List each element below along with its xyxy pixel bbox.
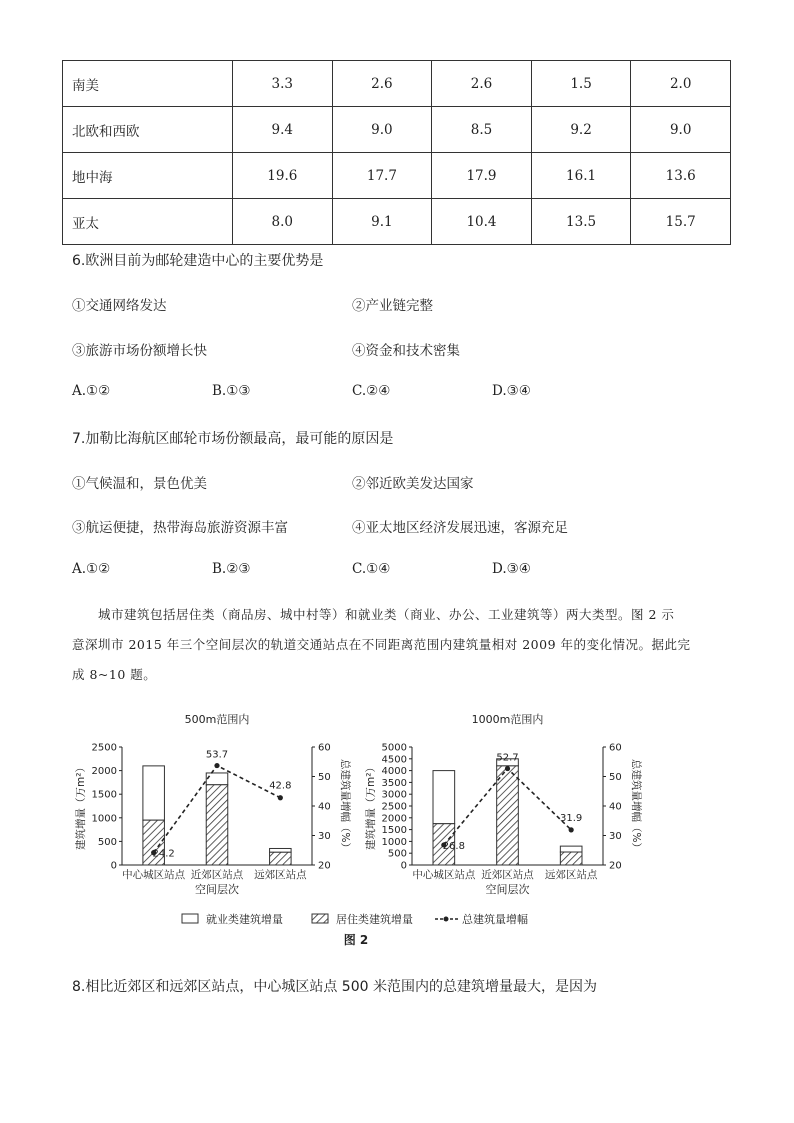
- value-cell: 3.3: [233, 61, 333, 107]
- employment-bar: [433, 771, 455, 824]
- y-tick-label: 1000: [381, 836, 407, 848]
- q7-item-3: ③航运便捷，热带海岛旅游资源丰富: [72, 520, 288, 536]
- total-growth-label: 42.8: [269, 780, 292, 792]
- residential-bar: [497, 766, 519, 865]
- x-tick-label: 中心城区站点: [122, 869, 186, 881]
- value-cell: 2.6: [432, 61, 532, 107]
- figure-caption: 图 2: [343, 933, 369, 947]
- total-growth-point: [569, 827, 574, 832]
- chart-title: 1000m范围内: [471, 713, 544, 726]
- value-cell: 13.6: [631, 153, 731, 199]
- q7-item-2: ②邻近欧美发达国家: [352, 476, 474, 492]
- question-7-stem: 7.加勒比海航区邮轮市场份额最高，最可能的原因是: [72, 431, 394, 447]
- total-growth-label: 24.2: [152, 848, 175, 860]
- x-tick-label: 远郊区站点: [254, 869, 307, 881]
- residential-bar: [270, 852, 292, 865]
- y-right-axis-title: 总建筑量增幅（%）: [630, 759, 642, 853]
- legend: [182, 912, 528, 926]
- question-6-stem: 6.欧洲目前为邮轮建造中心的主要优势是: [72, 253, 324, 269]
- x-tick-label: 近郊区站点: [190, 869, 244, 881]
- q6-choice-b: B.①③: [212, 383, 251, 399]
- y-tick-label: 4500: [381, 754, 407, 766]
- total-growth-label: 53.7: [205, 749, 229, 761]
- chart-title: 500m范围内: [184, 713, 250, 726]
- y-tick-label: 500: [387, 848, 407, 860]
- x-tick-label: 近郊区站点: [481, 869, 534, 881]
- value-cell: 17.9: [432, 153, 532, 199]
- q6-item-1: ①交通网络发达: [72, 298, 167, 314]
- y-right-tick-label: 40: [318, 801, 331, 813]
- y-tick-label: 3500: [381, 777, 407, 789]
- figure-2: [60, 705, 640, 950]
- employment-bar: [270, 848, 292, 852]
- y-right-tick-label: 30: [318, 831, 331, 842]
- passage: [72, 600, 722, 690]
- q7-choice-c: C.①④: [352, 561, 391, 577]
- y-tick-label: 1000: [91, 813, 117, 825]
- chart-1000m: [364, 712, 643, 896]
- cruise-market-table: [62, 60, 731, 245]
- q6-item-4: ④资金和技术密集: [352, 343, 460, 359]
- legend-employment-label: 就业类建筑增量: [206, 913, 283, 926]
- value-cell: 17.7: [332, 153, 432, 199]
- region-cell: 地中海: [63, 153, 233, 199]
- table-row: [63, 61, 731, 107]
- x-axis-title: 空间层次: [195, 883, 239, 896]
- y-tick-label: 0: [400, 860, 407, 872]
- y-tick-label: 1500: [381, 825, 407, 837]
- employment-bar: [143, 766, 165, 820]
- total-growth-point: [505, 766, 510, 771]
- q7-choice-d: D.③④: [492, 561, 531, 577]
- chart-500m: [74, 712, 352, 896]
- q7-choice-a: A.①②: [72, 561, 111, 577]
- passage-line-1: 城市建筑包括居住类（商品房、城中村等）和就业类（商业、办公、工业建筑等）两大类型。图 2 示: [98, 607, 675, 622]
- y-axis-title: 建筑增量（万m²）: [75, 762, 87, 850]
- region-cell: 亚太: [63, 199, 233, 245]
- value-cell: 1.5: [531, 61, 631, 107]
- y-tick-label: 2500: [91, 742, 117, 754]
- total-growth-point: [214, 763, 219, 768]
- y-right-tick-label: 50: [318, 772, 331, 783]
- q6-item-2: ②产业链完整: [352, 298, 433, 314]
- y-tick-label: 3000: [381, 789, 407, 801]
- q6-choice-a: A.①②: [72, 383, 111, 399]
- y-right-tick-label: 40: [609, 801, 622, 813]
- residential-bar: [560, 852, 582, 865]
- y-tick-label: 2500: [381, 801, 407, 813]
- passage-line-2: 意深圳市 2015 年三个空间层次的轨道交通站点在不同距离范围内建筑量相对 2009 年的变化情况。据此完: [72, 637, 691, 652]
- x-tick-label: 中心城区站点: [412, 869, 476, 881]
- y-right-tick-label: 20: [318, 860, 331, 872]
- value-cell: 2.6: [332, 61, 432, 107]
- q7-item-1: ①气候温和，景色优美: [72, 476, 207, 492]
- value-cell: 9.4: [233, 107, 333, 153]
- value-cell: 9.1: [332, 199, 432, 245]
- question-8-stem: 8.相比近郊区和远郊区站点，中心城区站点 500 米范围内的总建筑增量最大，是因为: [72, 979, 597, 995]
- q6-choice-d: D.③④: [492, 383, 531, 399]
- value-cell: 8.0: [233, 199, 333, 245]
- value-cell: 13.5: [531, 199, 631, 245]
- legend-total-marker: [444, 917, 449, 922]
- x-tick-label: 远郊区站点: [544, 869, 598, 881]
- region-cell: 南美: [63, 61, 233, 107]
- employment-bar: [560, 846, 582, 852]
- q7-choice-b: B.②③: [212, 561, 251, 577]
- y-right-tick-label: 60: [609, 742, 622, 754]
- y-right-tick-label: 30: [609, 831, 622, 842]
- y-tick-label: 500: [97, 836, 117, 848]
- legend-employment-swatch: [182, 914, 198, 923]
- passage-line-3: 成 8~10 题。: [72, 667, 157, 682]
- total-growth-point: [278, 795, 283, 800]
- q7-item-4: ④亚太地区经济发展迅速，客源充足: [352, 520, 568, 536]
- y-tick-label: 2000: [91, 766, 117, 778]
- table-row: [63, 153, 731, 199]
- legend-total-label: 总建筑量增幅: [462, 913, 528, 926]
- total-growth-label: 52.7: [496, 752, 519, 764]
- value-cell: 16.1: [531, 153, 631, 199]
- value-cell: 8.5: [432, 107, 532, 153]
- value-cell: 9.0: [332, 107, 432, 153]
- region-cell: 北欧和西欧: [63, 107, 233, 153]
- total-growth-label: 31.9: [560, 812, 583, 824]
- value-cell: 9.0: [631, 107, 731, 153]
- total-growth-label: 26.8: [442, 840, 465, 852]
- y-right-tick-label: 20: [609, 860, 622, 872]
- table-row: [63, 107, 731, 153]
- y-tick-label: 4000: [381, 766, 407, 778]
- value-cell: 9.2: [531, 107, 631, 153]
- legend-residential-label: 居住类建筑增量: [336, 913, 413, 926]
- value-cell: 19.6: [233, 153, 333, 199]
- y-tick-label: 1500: [91, 789, 117, 801]
- y-right-tick-label: 50: [609, 772, 622, 783]
- q6-choice-c: C.②④: [352, 383, 391, 399]
- y-tick-label: 0: [110, 860, 117, 872]
- residential-bar: [206, 785, 228, 865]
- value-cell: 15.7: [631, 199, 731, 245]
- y-tick-label: 2000: [381, 813, 407, 825]
- y-right-tick-label: 60: [318, 742, 331, 754]
- value-cell: 10.4: [432, 199, 532, 245]
- value-cell: 2.0: [631, 61, 731, 107]
- y-tick-label: 5000: [381, 742, 407, 754]
- q6-item-3: ③旅游市场份额增长快: [72, 343, 207, 359]
- legend-residential-swatch: [312, 914, 328, 923]
- y-right-axis-title: 总建筑量增幅（%）: [339, 759, 351, 853]
- table-row: [63, 199, 731, 245]
- employment-bar: [206, 773, 228, 785]
- y-axis-title: 建筑增量（万m²）: [365, 762, 377, 850]
- x-axis-title: 空间层次: [485, 883, 530, 896]
